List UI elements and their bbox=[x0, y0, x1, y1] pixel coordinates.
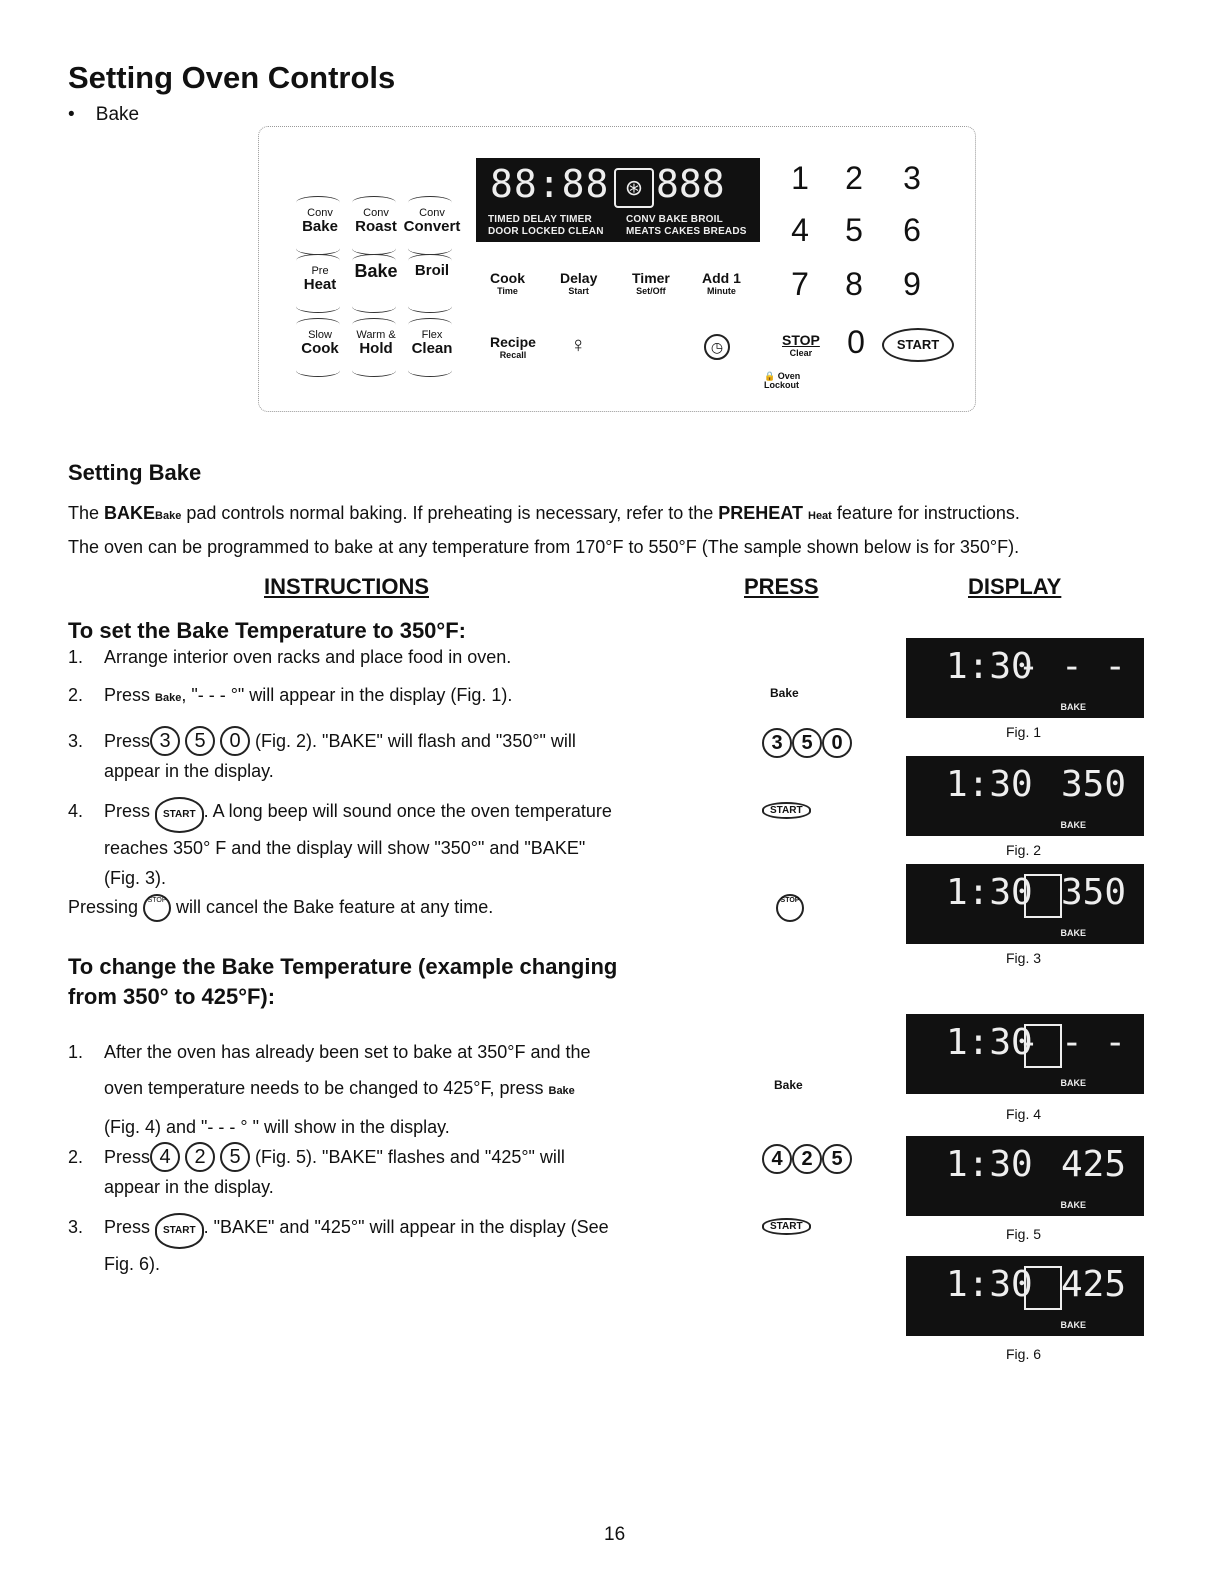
warm-hold-pad[interactable]: Warm & Hold bbox=[346, 318, 406, 378]
fan-icon: ⊛ bbox=[614, 168, 654, 208]
lock-icon: 🔒 bbox=[764, 371, 776, 381]
number-key-7[interactable]: 7 bbox=[791, 266, 809, 302]
fig-caption-3: Fig. 3 bbox=[1006, 950, 1042, 966]
clock-icon[interactable]: ◷ bbox=[704, 334, 730, 360]
number-key-1[interactable]: 1 bbox=[791, 160, 809, 196]
press-bake-1: Bake bbox=[770, 686, 799, 700]
setting-bake-line1: The BAKEBake pad controls normal baking. If preheating is necessary, refer to the PREHEAT Heat feature for instructions. bbox=[68, 503, 1020, 523]
section-heading-setting-bake: Setting Bake bbox=[68, 460, 202, 485]
timer-key[interactable]: Timer Set/Off bbox=[632, 270, 670, 296]
number-key-9[interactable]: 9 bbox=[903, 266, 921, 302]
number-key-4[interactable]: 4 bbox=[791, 212, 809, 248]
broil-pad[interactable]: Broil bbox=[402, 254, 462, 314]
setting-bake-line2: The oven can be programmed to bake at any temperature from 170°F to 550°F (The sample shown below is for 350°F). bbox=[68, 537, 1020, 557]
s2-step3: 3. Press START . "BAKE" and "425°" will appear in the display (See Fig. 6). bbox=[104, 1212, 609, 1279]
lcd-row2b: MEATS CAKES BREADS bbox=[626, 226, 747, 237]
delay-start-key[interactable]: Delay Start bbox=[560, 270, 598, 296]
start-icon: START bbox=[155, 797, 204, 833]
s1-cancel: Pressing STOP will cancel the Bake feature at any time. bbox=[68, 892, 493, 922]
fig-caption-4: Fig. 4 bbox=[1006, 1106, 1042, 1122]
lcd-row2: DOOR LOCKED CLEAN bbox=[488, 226, 604, 237]
number-key-8[interactable]: 8 bbox=[845, 266, 863, 302]
flex-clean-pad[interactable]: Flex Clean bbox=[402, 318, 462, 378]
lcd-row1b: CONV BAKE BROIL bbox=[626, 214, 723, 225]
conv-convert-pad[interactable]: Conv Convert bbox=[402, 196, 462, 256]
oven-lockout-key[interactable]: 🔒 Oven Lockout bbox=[764, 371, 801, 390]
start-key[interactable]: START bbox=[882, 328, 954, 362]
stop-icon: STOP bbox=[143, 894, 171, 922]
conv-roast-pad[interactable]: Conv Roast bbox=[346, 196, 406, 256]
door-icon bbox=[1024, 1266, 1062, 1310]
press-digits-350: 3 5 0 bbox=[762, 728, 852, 758]
s2-step2: 2. Press 4 2 5 (Fig. 5). "BAKE" flashes and "425°" will appear in the display. bbox=[104, 1142, 565, 1202]
display-fig2: 1:30 350 BAKE bbox=[906, 756, 1144, 836]
bake-pad[interactable]: Bake bbox=[346, 254, 406, 314]
cook-time-key[interactable]: Cook Time bbox=[490, 270, 525, 296]
number-key-6[interactable]: 6 bbox=[903, 212, 921, 248]
fig-caption-6: Fig. 6 bbox=[1006, 1346, 1042, 1362]
number-key-3[interactable]: 3 bbox=[903, 160, 921, 196]
preheat-pad[interactable]: Pre Heat bbox=[290, 254, 350, 314]
page-title: Setting Oven Controls bbox=[68, 60, 396, 95]
number-key-5[interactable]: 5 bbox=[845, 212, 863, 248]
oven-lcd bbox=[476, 158, 760, 242]
number-key-0[interactable]: 0 bbox=[847, 324, 865, 360]
door-icon bbox=[1024, 874, 1062, 918]
s1-step1: 1. Arrange interior oven racks and place food in oven. bbox=[68, 647, 512, 667]
s1-step4: 4. Press START . A long beep will sound once the oven temperature reaches 350° F and the display will show "350°" and "BAKE" (Fig. 3). bbox=[104, 796, 612, 893]
bullet-label: Bake bbox=[95, 104, 140, 125]
press-digits-425: 4 2 5 bbox=[762, 1144, 852, 1174]
stop-clear-key[interactable]: STOP Clear bbox=[782, 332, 820, 358]
display-fig4: 1:30 - - - BAKE bbox=[906, 1014, 1144, 1094]
s2-step1: 1. After the oven has already been set to bake at 350°F and the oven temperature needs to be changed to 425°F, press Bake (Fig. 4) and "- - - ° " will show in the display. bbox=[68, 1042, 591, 1137]
page-number: 16 bbox=[604, 1524, 626, 1545]
section2-heading: To change the Bake Temperature (example changing from 350° to 425°F): bbox=[68, 954, 618, 1009]
column-instructions: INSTRUCTIONS bbox=[264, 574, 429, 599]
column-press: PRESS bbox=[744, 574, 819, 599]
display-fig5: 1:30 425 BAKE bbox=[906, 1136, 1144, 1216]
light-bulb-icon[interactable]: ♀ bbox=[570, 332, 587, 357]
press-start-2: START bbox=[762, 1218, 811, 1235]
column-display: DISPLAY bbox=[968, 574, 1062, 599]
lcd-clock-digits: 88:88 bbox=[490, 162, 610, 206]
display-fig3: 1:30 350 BAKE bbox=[906, 864, 1144, 944]
press-start-1: START bbox=[762, 802, 811, 819]
conv-bake-pad[interactable]: Conv Bake bbox=[290, 196, 350, 256]
slow-cook-pad[interactable]: Slow Cook bbox=[290, 318, 350, 378]
display-fig1: 1:30 - - - BAKE bbox=[906, 638, 1144, 718]
lcd-row1: TIMED DELAY TIMER bbox=[488, 214, 592, 225]
number-key-2[interactable]: 2 bbox=[845, 160, 863, 196]
s1-step2: 2. Press Bake, "- - - °" will appear in the display (Fig. 1). bbox=[68, 685, 513, 705]
lcd-temp-digits: 888 bbox=[656, 162, 725, 206]
add-minute-key[interactable]: Add 1 Minute bbox=[702, 270, 741, 296]
s1-step3: 3. Press 3 5 0 (Fig. 2). "BAKE" will flash and "350°" will appear in the display. bbox=[104, 726, 576, 786]
recipe-recall-key[interactable]: Recipe Recall bbox=[490, 334, 536, 360]
press-stop: STOP bbox=[776, 894, 804, 922]
display-fig6: 1:30 425 BAKE bbox=[906, 1256, 1144, 1336]
section1-heading: To set the Bake Temperature to 350°F: bbox=[68, 618, 466, 643]
fig-caption-5: Fig. 5 bbox=[1006, 1226, 1042, 1242]
bullet-item: • Bake bbox=[68, 104, 140, 125]
press-bake-2: Bake bbox=[774, 1078, 803, 1092]
fig-caption-2: Fig. 2 bbox=[1006, 842, 1042, 858]
fig-caption-1: Fig. 1 bbox=[1006, 724, 1042, 740]
